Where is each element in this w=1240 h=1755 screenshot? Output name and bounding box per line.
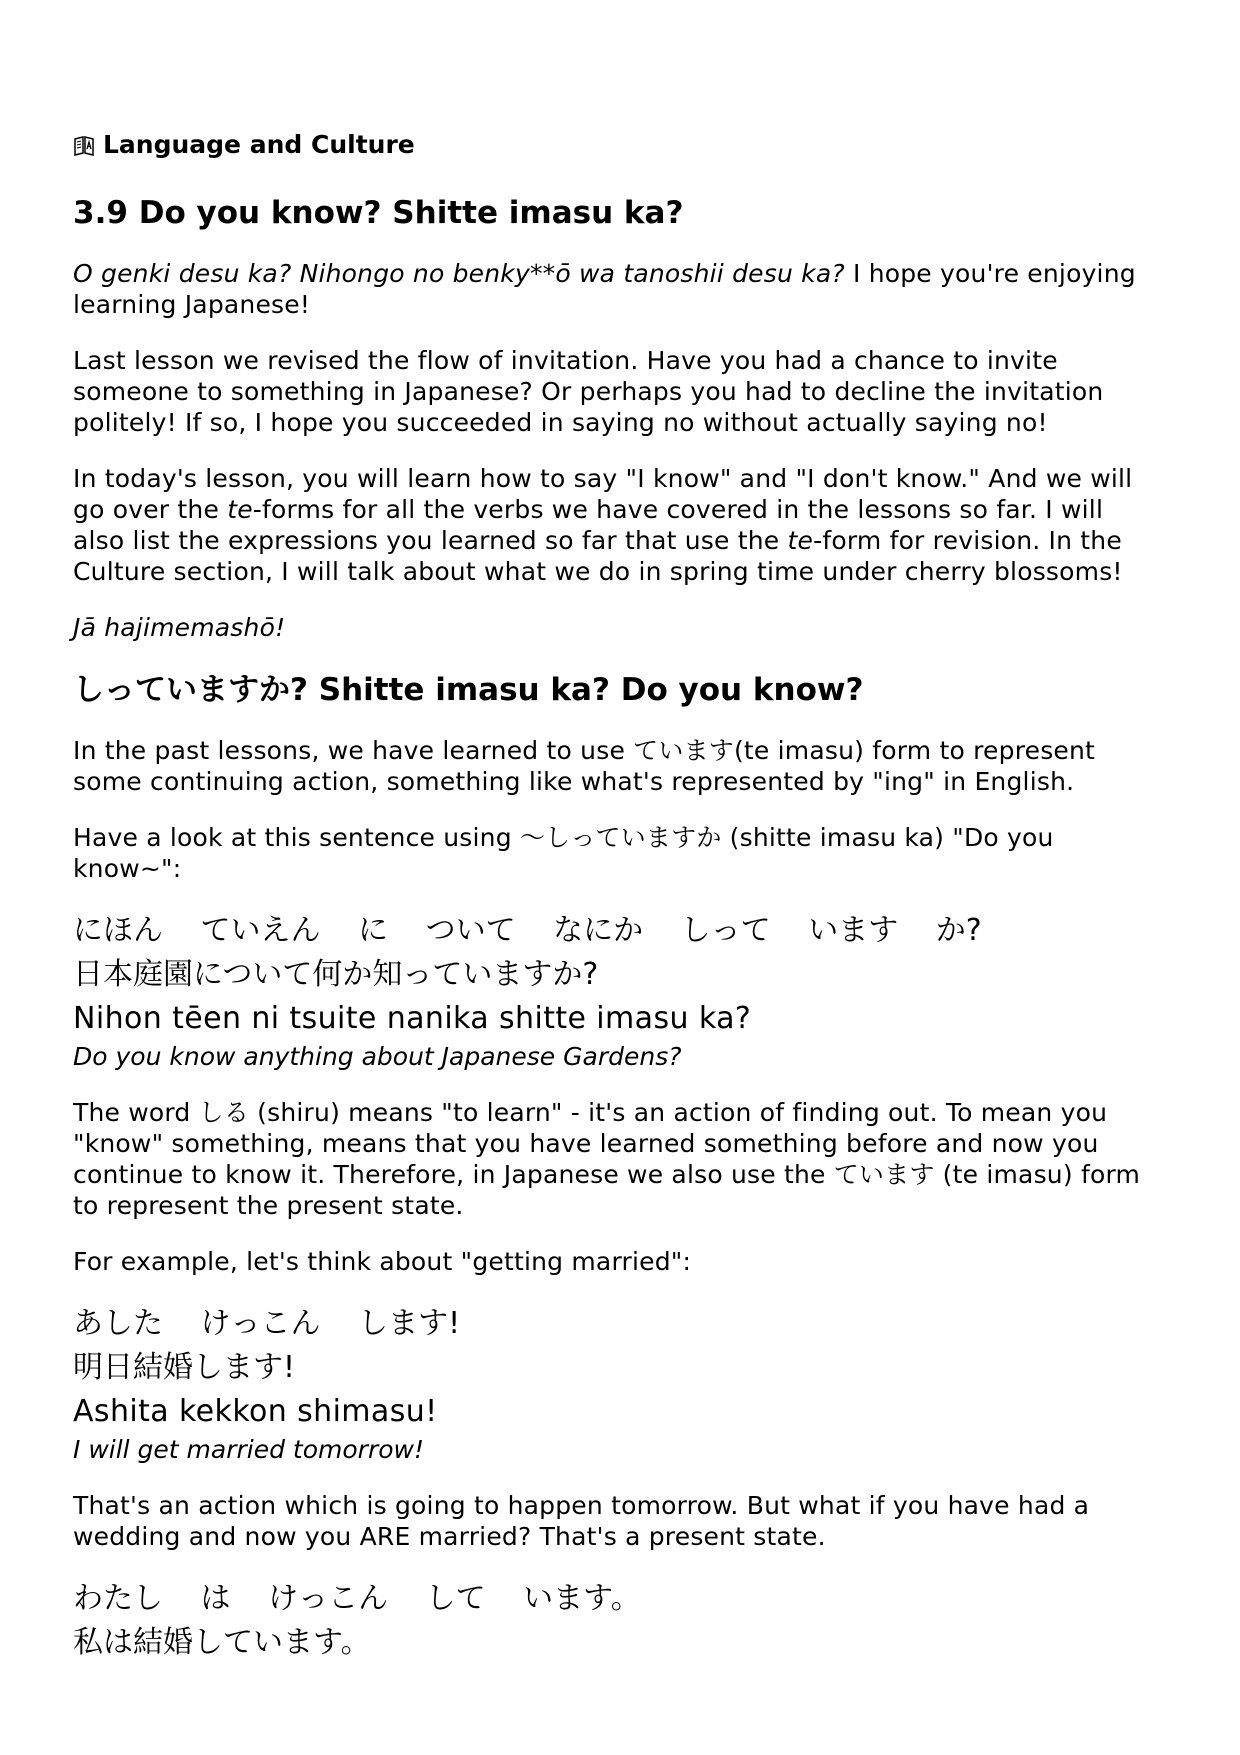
example-kanji: 日本庭園について何か知っていますか? [73, 957, 599, 992]
intro-paragraph [73, 258, 1160, 320]
te-term: te [227, 495, 253, 524]
paragraph-today-part-a: In today's lesson, you will learn how to say "I know" and "I don't know." And we will go over the [73, 464, 1133, 524]
example-romaji: Nihon tēen ni tsuite nanika shitte imasu ka? [73, 1001, 752, 1036]
lesson-title: 3.9 Do you know? Shitte imasu ka? [73, 195, 684, 231]
paragraph-today [73, 463, 1160, 587]
book-icon [73, 134, 95, 156]
example-translation: I will get married tomorrow! [73, 1435, 424, 1464]
section-label-text: Language and Culture [103, 130, 415, 159]
paragraph-today-part-b: -forms for all the verbs we have covered in the lessons so far. I will also list the expressions you learned so far that use the [73, 495, 1104, 555]
paragraph-for-example: For example, let's think about "getting married": [73, 1247, 692, 1276]
example-kanji: 明日結婚します! [73, 1350, 296, 1385]
section-title: しっていますか? Shitte imasu ka? Do you know? [73, 672, 864, 708]
intro-rest: I hope you're enjoying learning Japanese! [73, 259, 1136, 319]
closing-italic: Jā hajimemashō! [73, 613, 286, 642]
example-kanji: 私は結婚しています。 [73, 1625, 371, 1660]
example-sentence [73, 909, 1160, 1072]
example-romaji: Ashita kekkon shimasu! [73, 1394, 438, 1429]
example-sentence [73, 1302, 1160, 1465]
section-label [73, 130, 1160, 160]
example-kana: わたし は けっこん して います。 [73, 1581, 641, 1616]
te-term: te [787, 526, 814, 555]
closing-phrase [73, 612, 1160, 643]
paragraph-present-state: That's an action which is going to happen tomorrow. But what if you have had a wedding and now you ARE married? That's a present state. [73, 1491, 1090, 1551]
example-translation: Do you know anything about Japanese Gardens? [73, 1042, 682, 1071]
paragraph-shiru: The word しる (shiru) means "to learn" - it's an action of finding out. To mean you "know" something, means that you have learned something before and now you continue to know it. Therefore, in Japanese we also use the ています (te imasu) form to represent the present state. [73, 1098, 1141, 1220]
intro-italic: O genki desu ka? Nihongo no benky**ō wa tanoshii desu ka? [73, 259, 845, 288]
paragraph-have-a-look: Have a look at this sentence using 〜しっていますか (shitte imasu ka) "Do you know~": [73, 823, 1054, 883]
example-kana: あした けっこん します! [73, 1306, 461, 1341]
example-kana: にほん ていえん に ついて なにか しって います か? [73, 913, 982, 948]
example-sentence [73, 1577, 1160, 1665]
paragraph-today-part-c: -form for revision. In the Culture section, I will talk about what we do in spring time under cherry blossoms! [73, 526, 1123, 586]
paragraph-last-lesson: Last lesson we revised the flow of invitation. Have you had a chance to invite someone to something in Japanese? Or perhaps you had to decline the invitation politely! If so, I hope you succeeded in saying no without actually saying no! [73, 346, 1104, 437]
paragraph-past-lessons: In the past lessons, we have learned to use ています(te imasu) form to represent some continuing action, something like what's represented by "ing" in English. [73, 736, 1096, 796]
